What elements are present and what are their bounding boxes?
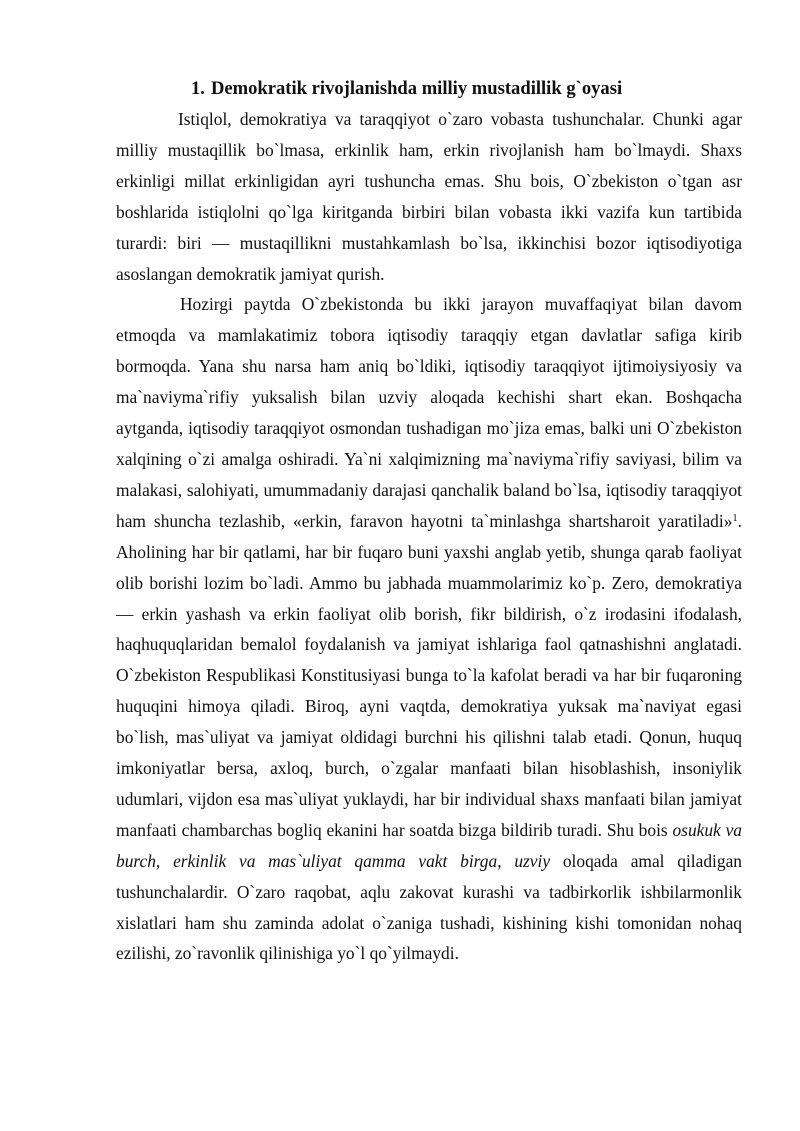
paragraph-2-text-c: oloqada amal qiladigan tushunchalardir. O`zaro raqobat, aqlu zakovat kurashi va tadbirkorlik ishbilarmonlik xislatlari ham shu zaminda adolat o`zaniga tushadi, kishining kishi tomonidan nohaq ezilishi, zo`ravonlik qilinishiga yo`l qo`yilmaydi. [116, 850, 742, 964]
paragraph-1: Istiqlol, demokratiya va taraqqiyot o`zaro vobasta tushunchalar. Chunki agar milliy mustaqillik bo`lmasa, erkinlik ham, erkin rivojlanish ham bo`lmaydi. Shaxs erkinligi millat erkinligidan ayri tushuncha emas. Shu bois, O`zbekiston o`tgan asr boshlarida istiqlolni qo`lga kiritganda birbiri bilan vobasta ikki vazifa kun tartibida turardi: biri — mustaqillikni mustahkamlash bo`lsa, ikkinchisi bozor iqtisodiyotiga asoslangan demokratik jamiyat qurish. [116, 109, 742, 284]
footnote-reference[interactable]: 1 [732, 512, 738, 524]
section-number: 1. [191, 78, 205, 99]
italic-phrase-1: osukuk va burch, erkinlik va mas`uliyat qamma vakt birga [116, 819, 742, 871]
comma-separator: , [497, 850, 515, 871]
section-heading [116, 74, 742, 104]
section-title: Demokratik rivojlanishda milliy mustadillik g`oyasi [210, 78, 623, 99]
paragraph-2-text-b: . Aholining har bir qatlami, har bir fuqaro buni yaxshi anglab yetib, shunga qarab faoliyat olib borishi lozim bo`ladi. Ammo bu jabhada muammolarimiz ko`p. Zero, demokratiya — erkin yashash va erkin faoliyat olib borish, fikr bildirish, o`z irodasini ifodalash, haqhuquqlaridan bemalol foydalanish va jamiyat ishlariga faol qatnashishni anglatadi. O`zbekiston Respublikasi Konstitusiyasi bunga to`la kafolat beradi va har bir fuqaroning huquqini himoya qiladi. Biroq, ayni vaqtda, demokratiya yuksak ma`naviyat egasi bo`lish, mas`uliyat va jamiyat oldidagi burchni his qilishni talab etadi. Qonun, huquq imkoniyatlar bersa, axloq, burch, o`zgalar manfaati bilan hisoblashish, insoniylik udumlari, vijdon esa mas`uliyat yuklaydi, har bir individual shaxs manfaati bilan jamiyat manfaati chambarchas bogliq ekanini har soatda bizga bildirib turadi. Shu bois [116, 510, 742, 840]
document-body [116, 74, 742, 969]
paragraph-2 [116, 289, 742, 969]
italic-phrase-2: uzviy [514, 850, 551, 871]
paragraph-2-text-a: Hozirgi paytda O`zbekistonda bu ikki jarayon muvaffaqiyat bilan davom etmoqda va mamlakatimiz tobora iqtisodiy taraqqiy etgan davlatlar safiga kirib bormoqda. Yana shu narsa ham aniq bo`ldiki, iqtisodiy taraqqiyot ijtimoiysiyosiy va ma`naviyma`rifiy yuksalish bilan uzviy aloqada kechishi shart ekan. Boshqacha aytganda, iqtisodiy taraqqiyot osmondan tushadigan mo`jiza emas, balki uni O`zbekiston xalqining o`zi amalga oshiradi. Ya`ni xalqimizning ma`naviyma`rifiy saviyasi, bilim va malakasi, salohiyati, umummadaniy darajasi qanchalik baland bo`lsa, iqtisodiy taraqqiyot ham shuncha tezlashib, «erkin, faravon hayotni ta`minlashga shartsharoit yaratiladi» [116, 294, 742, 531]
